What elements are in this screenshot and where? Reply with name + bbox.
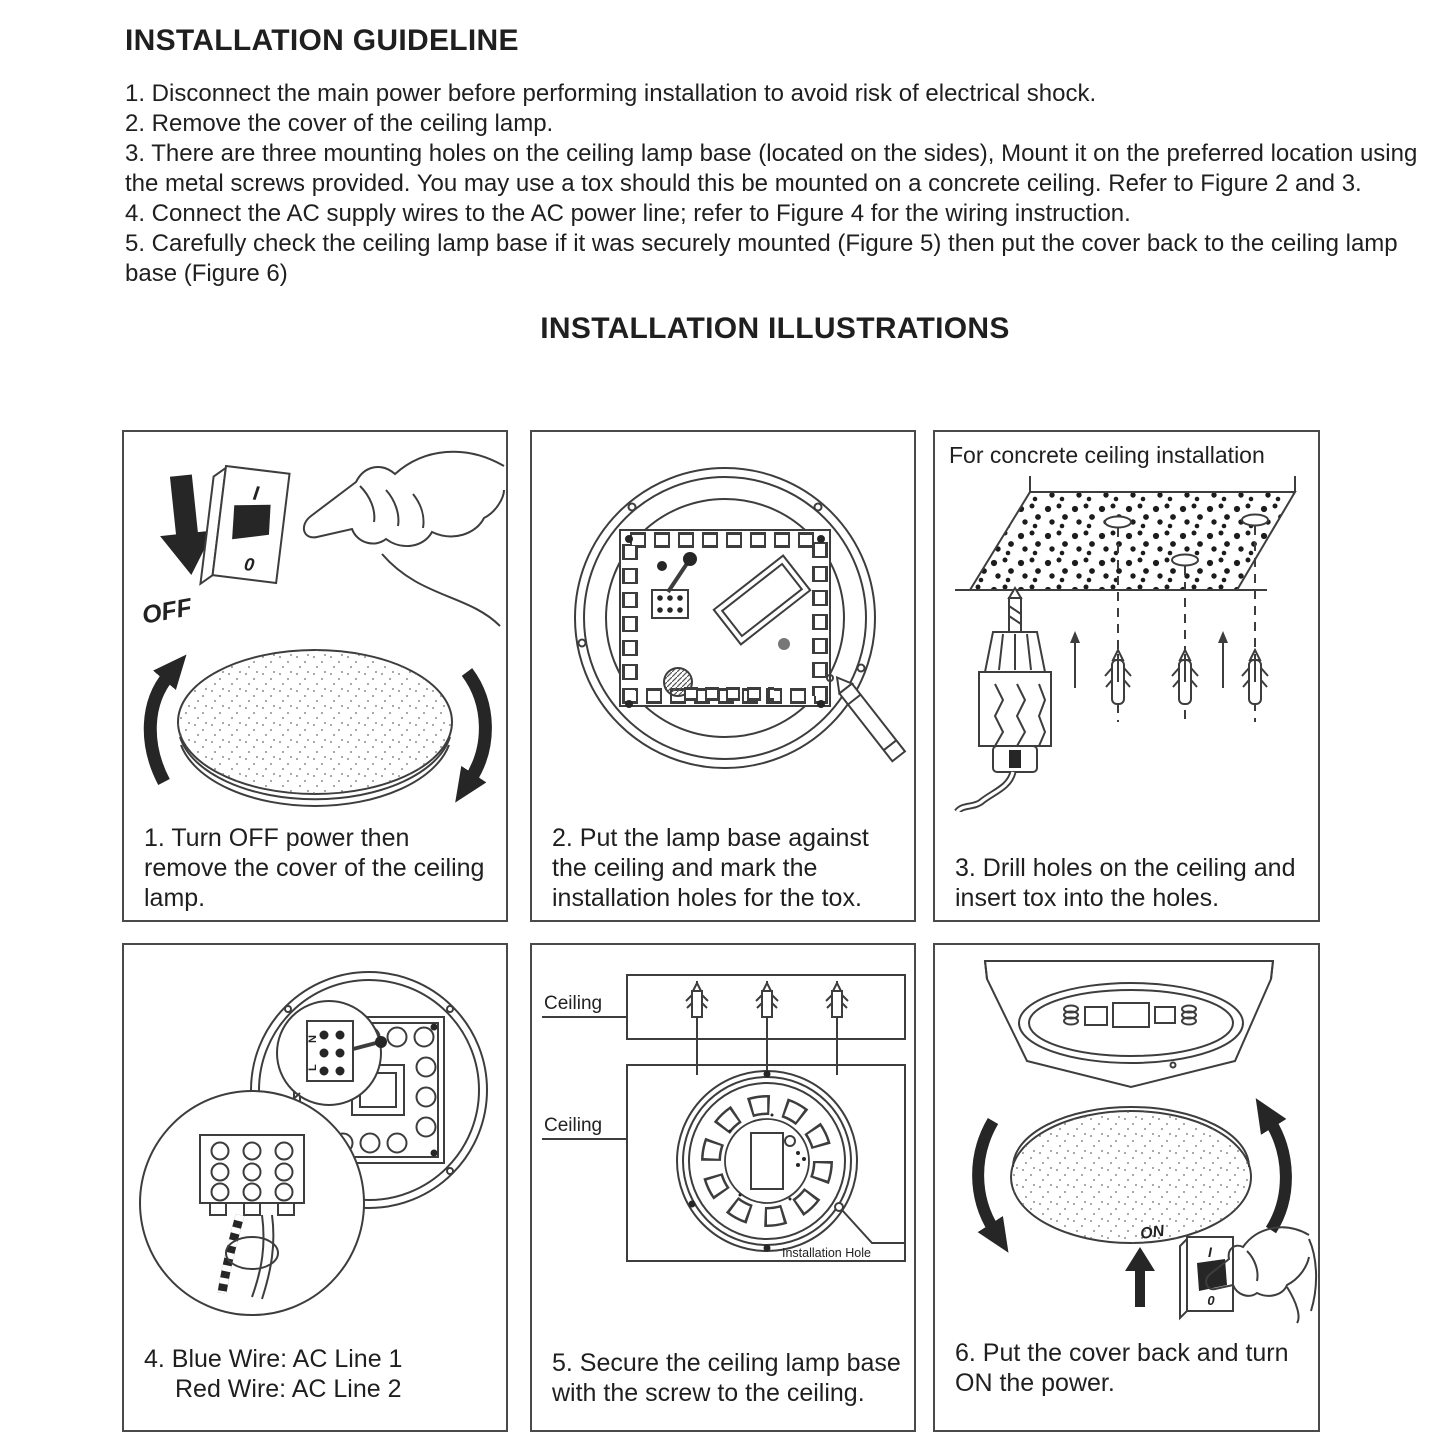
header-section <box>125 24 1425 346</box>
rotate-arrow-right-icon <box>467 672 485 780</box>
figure-1-panel <box>122 430 508 922</box>
figure-3-caption: 3. Drill holes on the ceiling and insert tox into the holes. <box>955 854 1296 912</box>
rotate-arrow-right-icon <box>1270 1121 1286 1230</box>
wiring-detail-magnified <box>140 1091 364 1315</box>
figure-1-caption: 1. Turn OFF power then remove the cover of the ceiling lamp. <box>144 824 485 912</box>
figure-4-illustration <box>124 945 506 1324</box>
figure-3-illustration <box>935 476 1318 812</box>
figure-6-caption: 6. Put the cover back and turn ON the power. <box>955 1339 1289 1397</box>
hand-icon <box>304 452 504 626</box>
rotate-arrow-left-icon <box>978 1121 994 1230</box>
tox-anchor-icon <box>1172 650 1198 704</box>
anchor-in-ceiling-icon <box>686 981 708 1075</box>
drill-icon <box>957 588 1051 812</box>
anchor-in-ceiling-icon <box>756 981 778 1075</box>
switch-on-symbol: I <box>251 482 260 506</box>
figure-2-panel <box>530 430 916 922</box>
power-switch-icon <box>200 465 289 593</box>
switch-off-symbol: 0 <box>1207 1293 1215 1308</box>
on-label: ON <box>1139 1222 1166 1243</box>
terminal-n-label: N <box>307 1035 319 1043</box>
guideline-list <box>125 79 1425 289</box>
mounted-lamp-base <box>677 1071 904 1261</box>
ceiling-label-top: Ceiling <box>544 993 603 1014</box>
lamp-cover <box>1011 1107 1251 1243</box>
figure-2-caption: 2. Put the lamp base against the ceiling and mark the installation holes for the tox. <box>552 824 869 912</box>
rotate-arrow-left-icon <box>150 675 169 782</box>
terminal-l-label: L <box>307 1064 319 1071</box>
lamp-base <box>575 468 875 768</box>
figure-5-panel <box>530 943 916 1432</box>
figure-4-caption <box>144 1344 498 1404</box>
power-on-arrow-icon <box>1125 1247 1155 1307</box>
figure-2-illustration <box>532 432 914 810</box>
figure-4-caption-line1: 4. Blue Wire: AC Line 1 <box>144 1345 403 1373</box>
installation-hole-label: Installation Hole <box>782 1246 871 1260</box>
lamp-cover <box>178 650 452 806</box>
figure-5-illustration <box>532 945 914 1324</box>
ceiling-label-bottom: Ceiling <box>544 1115 603 1136</box>
illustrations-heading: INSTALLATION ILLUSTRATIONS <box>540 312 1010 345</box>
guideline-item: 5. Carefully check the ceiling lamp base if it was securely mounted (Figure 5) then put the cover back to the ceiling lamp base (Figure 6) <box>125 230 1398 287</box>
figure-4-panel <box>122 943 508 1432</box>
figure-1-illustration <box>124 432 506 810</box>
guideline-item: 4. Connect the AC supply wires to the AC power line; refer to Figure 4 for the wiring instruction. <box>125 200 1131 227</box>
off-label: OFF <box>139 593 195 630</box>
switch-off-symbol: 0 <box>242 554 256 576</box>
hole-leader-line <box>842 1210 904 1243</box>
guideline-item: 1. Disconnect the main power before performing installation to avoid risk of electrical shock. <box>125 80 1097 107</box>
figure-5-caption: 5. Secure the ceiling lamp base with the screw to the ceiling. <box>552 1349 901 1407</box>
tox-anchor-icon <box>1242 650 1268 704</box>
guideline-item: 3. There are three mounting holes on the ceiling lamp base (located on the sides), Mount it on the preferred location using the metal screws provided. You may use a tox should this be mounted on a concrete ceiling. Refer to Figure 2 and 3. <box>125 140 1418 197</box>
ceiling-mounted-base <box>985 961 1273 1087</box>
tox-anchor-icon <box>1105 650 1131 704</box>
switch-on-symbol: I <box>1208 1244 1212 1260</box>
figure-4-caption-line2: Red Wire: AC Line 2 <box>175 1375 402 1403</box>
anchor-in-ceiling-icon <box>826 981 848 1075</box>
page-title: INSTALLATION GUIDELINE <box>125 24 519 57</box>
terminal-block <box>652 590 688 618</box>
figure-6-panel <box>933 943 1320 1432</box>
figure-3-title: For concrete ceiling installation <box>949 442 1265 468</box>
guideline-item: 2. Remove the cover of the ceiling lamp. <box>125 110 554 137</box>
figure-6-illustration <box>935 945 1318 1324</box>
figure-3-panel <box>933 430 1320 922</box>
concrete-ceiling <box>955 476 1295 590</box>
